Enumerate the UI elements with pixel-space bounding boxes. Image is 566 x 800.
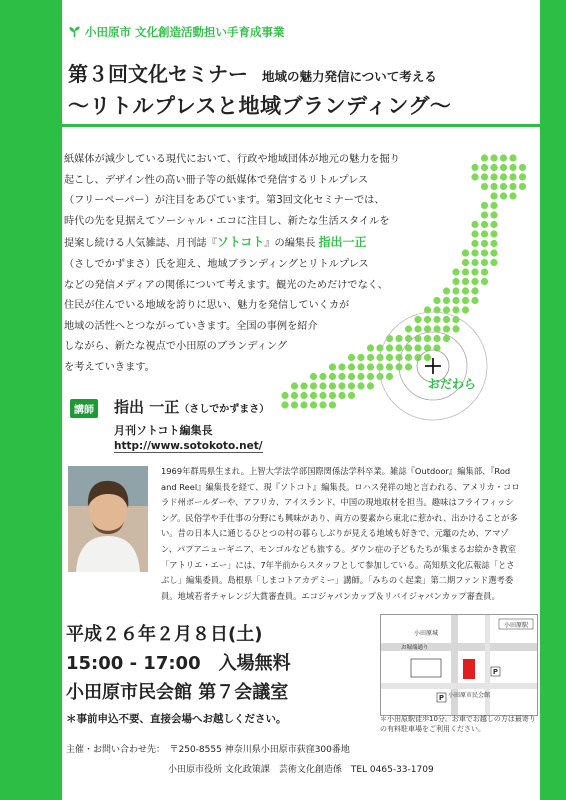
map-dot bbox=[433, 316, 440, 323]
seminar-title bbox=[68, 58, 437, 87]
map-dot bbox=[300, 401, 307, 408]
map-dot bbox=[329, 392, 336, 399]
map-dot bbox=[291, 401, 298, 408]
map-dot bbox=[386, 363, 393, 370]
map-dot bbox=[443, 287, 450, 294]
map-dot bbox=[357, 363, 364, 370]
bio-line: ラド州ボールダーや、アフリカ、アイスランド、中国の現地取材を担当。趣味はフライフィッシ bbox=[161, 497, 514, 508]
station-label: 小田原駅 bbox=[503, 622, 529, 629]
registration-note: ＊事前申込不要、直接会場へお越しください。 bbox=[66, 713, 287, 725]
map-dot bbox=[519, 183, 526, 190]
map-dot bbox=[471, 249, 478, 256]
map-dot bbox=[338, 373, 345, 380]
map-dot bbox=[462, 278, 469, 285]
intro-line: 起こし、デザイン性の高い冊子等の紙媒体で発信するリトルプレス bbox=[64, 174, 369, 186]
map-dot bbox=[443, 306, 450, 313]
access-map bbox=[380, 614, 538, 716]
organizer-line bbox=[68, 24, 285, 41]
map-dot bbox=[367, 354, 374, 361]
bio-line: and Reel』編集長を経て、現『ソトコト』編集長。ロハス発祥の地と言われる、アメリカ・コロ bbox=[161, 481, 520, 492]
map-dot bbox=[281, 392, 288, 399]
map-dot bbox=[500, 183, 507, 190]
right-green-bar bbox=[540, 0, 566, 800]
street-label: お堀端通り bbox=[401, 645, 429, 651]
lecturer-name bbox=[114, 396, 269, 417]
map-dot bbox=[471, 173, 478, 180]
intro-line: 地域の活性へとつながっていきます。全国の事例を紹介 bbox=[64, 320, 318, 332]
bio-line: ング。民俗学や手仕事の分野にも興味があり、両方の要素から東北に惹かれ、出かけることが多 bbox=[161, 512, 518, 523]
map-dot bbox=[348, 373, 355, 380]
map-dot bbox=[471, 278, 478, 285]
map-dot bbox=[500, 164, 507, 171]
event-time-row bbox=[66, 649, 291, 675]
map-dot bbox=[471, 164, 478, 171]
map-dot bbox=[386, 354, 393, 361]
intro-line: などの発信メディアの関係について考えます。観光のためだけでなく、 bbox=[64, 279, 388, 291]
map-dot bbox=[500, 154, 507, 161]
map-dot bbox=[471, 221, 478, 228]
map-dot bbox=[471, 240, 478, 247]
bio-line: 「アトリエ・エー」には、7年半前からスタッフとして参加している。高知県文化広報誌「とさ bbox=[161, 559, 515, 570]
map-dot bbox=[395, 344, 402, 351]
map-road bbox=[381, 683, 537, 689]
map-dot bbox=[443, 316, 450, 323]
map-dot bbox=[490, 154, 497, 161]
map-dot bbox=[471, 287, 478, 294]
magazine-name: ソトコト bbox=[216, 235, 265, 250]
map-dot bbox=[519, 164, 526, 171]
map-dot bbox=[414, 325, 421, 332]
map-dot bbox=[490, 221, 497, 228]
intro-line: 紙媒体が減少している現代において、行政や地域団体が地元の魅力を掘り bbox=[64, 154, 400, 165]
magazine-url-link[interactable]: http://www.sotokoto.net/ bbox=[114, 440, 263, 452]
map-dot bbox=[329, 382, 336, 389]
parking-label: P bbox=[492, 668, 499, 676]
map-dot bbox=[310, 373, 317, 380]
map-dot bbox=[291, 382, 298, 389]
event-venue: 小田原市民会館 第７会議室 bbox=[66, 682, 289, 703]
map-dot bbox=[481, 278, 488, 285]
map-dot bbox=[481, 249, 488, 256]
map-dot bbox=[357, 354, 364, 361]
map-dot bbox=[490, 164, 497, 171]
map-dot bbox=[471, 268, 478, 275]
map-dot bbox=[357, 373, 364, 380]
map-dot bbox=[452, 306, 459, 313]
map-dot bbox=[319, 401, 326, 408]
map-dot bbox=[452, 278, 459, 285]
map-dot bbox=[348, 354, 355, 361]
map-dot bbox=[500, 173, 507, 180]
map-dot bbox=[462, 287, 469, 294]
editor-name: 指出一正 bbox=[318, 235, 367, 250]
lecturer-photo bbox=[68, 466, 148, 572]
intro-line: しながら、新たな視点で小田原のブランディング bbox=[64, 341, 288, 353]
map-dot bbox=[281, 401, 288, 408]
intro-text-part: 提案し続ける人気雑誌、月刊誌『 bbox=[64, 238, 217, 250]
map-dot bbox=[490, 230, 497, 237]
intro-line: を考えていきます。 bbox=[64, 361, 155, 373]
map-dot bbox=[490, 192, 497, 199]
map-dot bbox=[481, 230, 488, 237]
title-main: 第３回文化セミナー bbox=[68, 62, 248, 86]
bio-line: 1969年群馬県生まれ。上智大学法学部国際関係法学科卒業。雑誌『Outdoor』編集部、『Rod bbox=[161, 466, 511, 476]
seminar-theme: ～リトルプレスと地域ブランディング～ bbox=[68, 94, 452, 118]
lecturer-bio bbox=[161, 464, 539, 604]
intro-line: 住民が住んでいる地域を誇りに思い、魅力を発信していくカが bbox=[64, 300, 350, 312]
map-dot bbox=[367, 382, 374, 389]
access-caption: ＊小田原駅徒歩10分。お車でお越しの方は最寄りの有料駐車場をご利用ください。 bbox=[380, 715, 536, 733]
map-dot bbox=[310, 392, 317, 399]
map-dot bbox=[367, 363, 374, 370]
map-dot bbox=[471, 230, 478, 237]
map-dot bbox=[462, 268, 469, 275]
organizer-text: 小田原市 文化創造活動担い手育成事業 bbox=[85, 25, 285, 39]
map-road bbox=[485, 615, 490, 715]
map-dot bbox=[329, 363, 336, 370]
map-dot bbox=[471, 297, 478, 304]
map-dot bbox=[348, 382, 355, 389]
map-dot bbox=[291, 392, 298, 399]
map-dot bbox=[405, 335, 412, 342]
map-dot bbox=[452, 297, 459, 304]
map-dot bbox=[300, 382, 307, 389]
contact-address: 主催・お問い合わせ先： 〒250-8555 神奈川県小田原市荻窪300番地 bbox=[66, 745, 350, 755]
map-dot bbox=[471, 259, 478, 266]
lecturer-kana: （さしでかずまさ） bbox=[179, 404, 270, 415]
map-dot bbox=[329, 373, 336, 380]
map-dot bbox=[490, 259, 497, 266]
map-dot bbox=[338, 382, 345, 389]
map-dot bbox=[462, 259, 469, 266]
map-dot bbox=[452, 268, 459, 275]
map-dot bbox=[319, 382, 326, 389]
map-dot bbox=[509, 164, 516, 171]
map-dot bbox=[310, 401, 317, 408]
map-dot bbox=[500, 192, 507, 199]
map-dot bbox=[424, 354, 431, 361]
map-dot bbox=[395, 335, 402, 342]
map-dot bbox=[509, 154, 516, 161]
map-dot bbox=[481, 221, 488, 228]
header-divider bbox=[62, 124, 540, 127]
bio-line: 員。地域若者チャレンジ大賞審査員。エコジャパンカップ＆リバイジャパンカップ審査員。 bbox=[161, 590, 500, 601]
venue-label: 小田原市民会館 bbox=[447, 692, 491, 699]
map-dot bbox=[300, 392, 307, 399]
map-dot bbox=[509, 173, 516, 180]
map-dot bbox=[490, 173, 497, 180]
map-dot bbox=[490, 202, 497, 209]
map-dot bbox=[348, 392, 355, 399]
map-dot bbox=[481, 164, 488, 171]
map-dot bbox=[462, 249, 469, 256]
map-dot bbox=[519, 173, 526, 180]
map-dot bbox=[481, 259, 488, 266]
map-dot bbox=[414, 316, 421, 323]
japan-dot-map bbox=[277, 150, 540, 425]
map-dot bbox=[376, 344, 383, 351]
map-dot bbox=[405, 354, 412, 361]
left-green-bar bbox=[0, 0, 62, 800]
intro-line: （フリーペーパー）が注目をあびています。第3回文化セミナーでは、 bbox=[64, 195, 385, 207]
contact-office: 小田原市役所 文化政策課 芸術文化創造係 TEL 0465-33-1709 bbox=[168, 765, 434, 775]
lecturer-tag: 講師 bbox=[70, 399, 98, 418]
map-dot bbox=[490, 249, 497, 256]
map-dot bbox=[338, 363, 345, 370]
map-dot bbox=[462, 306, 469, 313]
map-dot bbox=[424, 316, 431, 323]
map-dot bbox=[462, 297, 469, 304]
map-dot bbox=[319, 373, 326, 380]
map-dot bbox=[424, 325, 431, 332]
map-dot bbox=[386, 373, 393, 380]
map-dot bbox=[509, 192, 516, 199]
map-dot bbox=[376, 363, 383, 370]
map-dot bbox=[414, 344, 421, 351]
map-dot bbox=[443, 325, 450, 332]
map-dot bbox=[395, 354, 402, 361]
map-dot bbox=[329, 401, 336, 408]
map-dot bbox=[481, 183, 488, 190]
title-sub: 地域の魅力発信について考える bbox=[262, 69, 437, 84]
map-road bbox=[451, 615, 458, 715]
event-date: 平成２６年２月８日(土) bbox=[66, 624, 263, 645]
map-dot bbox=[414, 335, 421, 342]
map-dot bbox=[386, 344, 393, 351]
bio-line: ぶし」編集委員。島根県「しまコトアカデミー」講師。「みちのく起業」第二期ファンド選考委 bbox=[161, 575, 514, 586]
lecturer-name-text: 指出 一正 bbox=[114, 398, 180, 416]
map-dot bbox=[443, 297, 450, 304]
map-dot bbox=[338, 392, 345, 399]
map-dot bbox=[490, 211, 497, 218]
map-dot bbox=[367, 373, 374, 380]
map-dot bbox=[481, 240, 488, 247]
map-dot bbox=[481, 154, 488, 161]
map-dot bbox=[481, 202, 488, 209]
map-dot bbox=[424, 335, 431, 342]
map-dot bbox=[348, 363, 355, 370]
map-dot bbox=[509, 183, 516, 190]
map-dot bbox=[490, 183, 497, 190]
castle-label: 小田原城 bbox=[413, 630, 439, 637]
map-dot bbox=[357, 382, 364, 389]
map-dot bbox=[481, 173, 488, 180]
map-dot bbox=[481, 211, 488, 218]
bio-line: ン、パプアニューギニア、モンゴルなども旅する。ダウン症の子どもたちが集まるお絵かき教室 bbox=[161, 543, 517, 554]
map-dot bbox=[452, 287, 459, 294]
map-dot bbox=[433, 297, 440, 304]
bio-line: い。昔の日本人に通じるひとつの村の暮らしぶりが見える地域も好きで、元竈のため、アマゾ bbox=[161, 528, 509, 539]
map-dot bbox=[490, 240, 497, 247]
map-dot bbox=[319, 392, 326, 399]
map-dot bbox=[405, 325, 412, 332]
venue-marker bbox=[463, 659, 475, 679]
sprout-icon bbox=[68, 25, 81, 41]
intro-line: （さしでかずまさ）氏を迎え、地域ブランディングとリトルプレス bbox=[64, 258, 369, 270]
event-time: 15:00 - 17:00 bbox=[66, 653, 201, 674]
map-dot bbox=[310, 382, 317, 389]
map-dot bbox=[481, 268, 488, 275]
flyer-content bbox=[62, 0, 540, 800]
odawara-label: おだわら bbox=[428, 377, 477, 391]
lecturer-role: 月刊ソトコト編集長 bbox=[114, 424, 213, 437]
admission-free: 入場無料 bbox=[218, 653, 291, 674]
map-dot bbox=[433, 325, 440, 332]
map-dot bbox=[367, 344, 374, 351]
parking-label: P bbox=[438, 694, 445, 702]
intro-text-part: 』の編集長 bbox=[264, 238, 319, 250]
map-dot bbox=[405, 363, 412, 370]
map-dot bbox=[433, 335, 440, 342]
map-dot bbox=[452, 325, 459, 332]
intro-line: 時代の先を見据えてソーシャル・エコに注目し、新たな生活スタイルを bbox=[64, 215, 390, 227]
